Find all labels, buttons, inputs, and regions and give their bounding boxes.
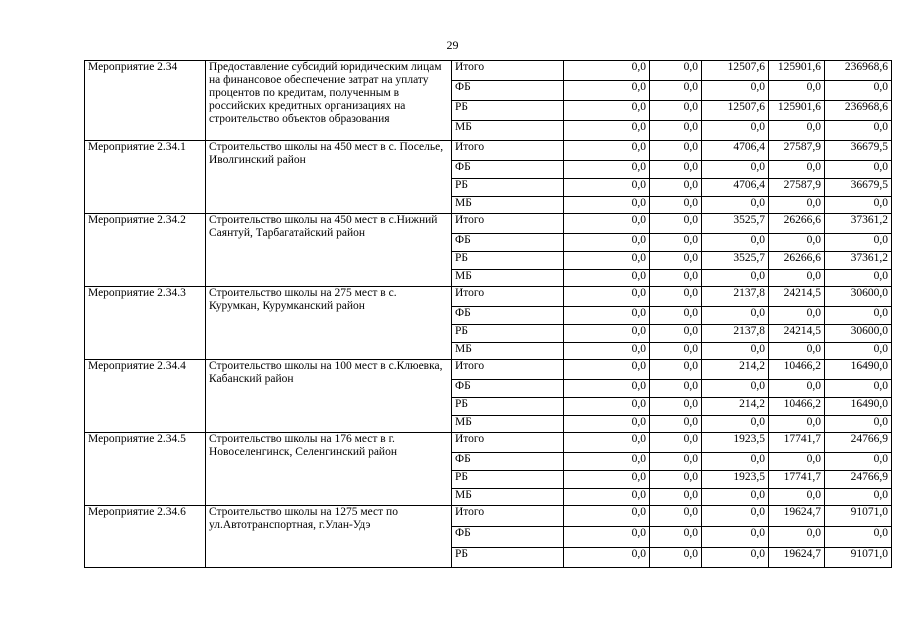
value-cell: 0,0 bbox=[769, 453, 825, 471]
value-cell: 0,0 bbox=[650, 416, 702, 433]
table-row bbox=[85, 433, 892, 453]
value-cell: 0,0 bbox=[825, 380, 892, 398]
value-cell: 0,0 bbox=[650, 433, 702, 453]
value-cell: 24214,5 bbox=[769, 287, 825, 307]
value-cell: 0,0 bbox=[650, 81, 702, 101]
value-cell: 236968,6 bbox=[825, 61, 892, 81]
table-row bbox=[85, 506, 892, 527]
value-cell: 0,0 bbox=[564, 197, 650, 214]
value-cell: 12507,6 bbox=[702, 101, 769, 121]
funding-source-cell: МБ bbox=[452, 121, 564, 141]
value-cell: 0,0 bbox=[769, 307, 825, 325]
value-cell: 19624,7 bbox=[769, 506, 825, 527]
value-cell: 2137,8 bbox=[702, 325, 769, 343]
value-cell: 0,0 bbox=[702, 343, 769, 360]
value-cell: 236968,6 bbox=[825, 101, 892, 121]
value-cell: 0,0 bbox=[825, 197, 892, 214]
value-cell: 36679,5 bbox=[825, 141, 892, 161]
value-cell: 24766,9 bbox=[825, 433, 892, 453]
table-row bbox=[85, 141, 892, 161]
value-cell: 214,2 bbox=[702, 360, 769, 380]
budget-table bbox=[84, 60, 892, 568]
value-cell: 0,0 bbox=[702, 197, 769, 214]
value-cell: 4706,4 bbox=[702, 141, 769, 161]
value-cell: 0,0 bbox=[564, 161, 650, 179]
value-cell: 27587,9 bbox=[769, 141, 825, 161]
funding-source-cell: ФБ bbox=[452, 453, 564, 471]
value-cell: 0,0 bbox=[650, 197, 702, 214]
value-cell: 26266,6 bbox=[769, 214, 825, 234]
activity-name-cell: Мероприятие 2.34.5 bbox=[85, 433, 206, 506]
value-cell: 0,0 bbox=[650, 214, 702, 234]
funding-source-cell: Итого bbox=[452, 141, 564, 161]
value-cell: 0,0 bbox=[564, 343, 650, 360]
value-cell: 0,0 bbox=[564, 61, 650, 81]
value-cell: 30600,0 bbox=[825, 287, 892, 307]
page-number: 29 bbox=[446, 38, 459, 52]
table-row bbox=[85, 61, 892, 81]
value-cell: 91071,0 bbox=[825, 548, 892, 568]
funding-source-cell: Итого bbox=[452, 360, 564, 380]
value-cell: 0,0 bbox=[650, 343, 702, 360]
value-cell: 27587,9 bbox=[769, 179, 825, 197]
value-cell: 0,0 bbox=[650, 471, 702, 489]
value-cell: 0,0 bbox=[564, 101, 650, 121]
value-cell: 0,0 bbox=[564, 325, 650, 343]
value-cell: 26266,6 bbox=[769, 252, 825, 270]
value-cell: 0,0 bbox=[702, 270, 769, 287]
funding-source-cell: РБ bbox=[452, 252, 564, 270]
funding-source-cell: ФБ bbox=[452, 307, 564, 325]
value-cell: 10466,2 bbox=[769, 360, 825, 380]
value-cell: 0,0 bbox=[650, 325, 702, 343]
value-cell: 0,0 bbox=[825, 489, 892, 506]
value-cell: 1923,5 bbox=[702, 433, 769, 453]
activity-description-cell: Строительство школы на 275 мест в с. Курумкан, Курумканский район bbox=[206, 287, 452, 360]
value-cell: 0,0 bbox=[564, 179, 650, 197]
activity-name-cell: Мероприятие 2.34 bbox=[85, 61, 206, 141]
value-cell: 0,0 bbox=[825, 234, 892, 252]
value-cell: 0,0 bbox=[650, 489, 702, 506]
value-cell: 0,0 bbox=[825, 81, 892, 101]
funding-source-cell: МБ bbox=[452, 489, 564, 506]
value-cell: 2137,8 bbox=[702, 287, 769, 307]
funding-source-cell: ФБ bbox=[452, 527, 564, 548]
value-cell: 0,0 bbox=[650, 141, 702, 161]
value-cell: 0,0 bbox=[825, 161, 892, 179]
value-cell: 0,0 bbox=[769, 81, 825, 101]
value-cell: 0,0 bbox=[769, 234, 825, 252]
value-cell: 0,0 bbox=[564, 141, 650, 161]
value-cell: 0,0 bbox=[564, 416, 650, 433]
value-cell: 0,0 bbox=[702, 121, 769, 141]
table-row bbox=[85, 360, 892, 380]
value-cell: 19624,7 bbox=[769, 548, 825, 568]
value-cell: 0,0 bbox=[702, 307, 769, 325]
funding-source-cell: РБ bbox=[452, 179, 564, 197]
value-cell: 0,0 bbox=[650, 270, 702, 287]
value-cell: 0,0 bbox=[825, 343, 892, 360]
value-cell: 0,0 bbox=[650, 161, 702, 179]
value-cell: 0,0 bbox=[825, 527, 892, 548]
funding-source-cell: Итого bbox=[452, 214, 564, 234]
funding-source-cell: РБ bbox=[452, 398, 564, 416]
value-cell: 12507,6 bbox=[702, 61, 769, 81]
funding-source-cell: МБ bbox=[452, 416, 564, 433]
value-cell: 17741,7 bbox=[769, 433, 825, 453]
value-cell: 91071,0 bbox=[825, 506, 892, 527]
value-cell: 37361,2 bbox=[825, 252, 892, 270]
value-cell: 0,0 bbox=[702, 416, 769, 433]
activity-description-cell: Строительство школы на 1275 мест по ул.Автотранспортная, г.Улан-Удэ bbox=[206, 506, 452, 568]
value-cell: 0,0 bbox=[702, 527, 769, 548]
value-cell: 0,0 bbox=[564, 527, 650, 548]
value-cell: 0,0 bbox=[650, 121, 702, 141]
funding-source-cell: МБ bbox=[452, 197, 564, 214]
activity-name-cell: Мероприятие 2.34.4 bbox=[85, 360, 206, 433]
value-cell: 0,0 bbox=[702, 489, 769, 506]
value-cell: 0,0 bbox=[650, 398, 702, 416]
value-cell: 0,0 bbox=[564, 506, 650, 527]
table-row bbox=[85, 287, 892, 307]
activity-name-cell: Мероприятие 2.34.6 bbox=[85, 506, 206, 568]
value-cell: 0,0 bbox=[702, 234, 769, 252]
funding-source-cell: РБ bbox=[452, 471, 564, 489]
table-body bbox=[85, 61, 892, 568]
value-cell: 0,0 bbox=[650, 307, 702, 325]
value-cell: 0,0 bbox=[825, 121, 892, 141]
value-cell: 0,0 bbox=[702, 548, 769, 568]
funding-source-cell: РБ bbox=[452, 325, 564, 343]
value-cell: 0,0 bbox=[650, 61, 702, 81]
value-cell: 0,0 bbox=[769, 121, 825, 141]
value-cell: 0,0 bbox=[650, 380, 702, 398]
value-cell: 10466,2 bbox=[769, 398, 825, 416]
value-cell: 0,0 bbox=[825, 416, 892, 433]
value-cell: 0,0 bbox=[564, 433, 650, 453]
value-cell: 0,0 bbox=[564, 489, 650, 506]
value-cell: 16490,0 bbox=[825, 360, 892, 380]
value-cell: 0,0 bbox=[564, 380, 650, 398]
value-cell: 17741,7 bbox=[769, 471, 825, 489]
value-cell: 0,0 bbox=[650, 179, 702, 197]
value-cell: 30600,0 bbox=[825, 325, 892, 343]
value-cell: 0,0 bbox=[650, 360, 702, 380]
value-cell: 0,0 bbox=[825, 270, 892, 287]
value-cell: 0,0 bbox=[769, 380, 825, 398]
value-cell: 0,0 bbox=[650, 506, 702, 527]
value-cell: 0,0 bbox=[650, 252, 702, 270]
funding-source-cell: МБ bbox=[452, 270, 564, 287]
activity-name-cell: Мероприятие 2.34.1 bbox=[85, 141, 206, 214]
funding-source-cell: ФБ bbox=[452, 380, 564, 398]
activity-name-cell: Мероприятие 2.34.3 bbox=[85, 287, 206, 360]
value-cell: 37361,2 bbox=[825, 214, 892, 234]
value-cell: 0,0 bbox=[769, 489, 825, 506]
value-cell: 0,0 bbox=[564, 471, 650, 489]
funding-source-cell: Итого bbox=[452, 61, 564, 81]
activity-name-cell: Мероприятие 2.34.2 bbox=[85, 214, 206, 287]
funding-source-cell: Итого bbox=[452, 287, 564, 307]
value-cell: 0,0 bbox=[702, 81, 769, 101]
value-cell: 0,0 bbox=[825, 453, 892, 471]
value-cell: 0,0 bbox=[769, 161, 825, 179]
value-cell: 16490,0 bbox=[825, 398, 892, 416]
value-cell: 0,0 bbox=[769, 527, 825, 548]
value-cell: 0,0 bbox=[702, 506, 769, 527]
value-cell: 36679,5 bbox=[825, 179, 892, 197]
value-cell: 0,0 bbox=[564, 453, 650, 471]
value-cell: 3525,7 bbox=[702, 252, 769, 270]
value-cell: 0,0 bbox=[769, 416, 825, 433]
activity-description-cell: Строительство школы на 176 мест в г. Новоселенгинск, Селенгинский район bbox=[206, 433, 452, 506]
value-cell: 0,0 bbox=[702, 380, 769, 398]
value-cell: 0,0 bbox=[564, 121, 650, 141]
value-cell: 0,0 bbox=[769, 197, 825, 214]
value-cell: 0,0 bbox=[650, 527, 702, 548]
value-cell: 125901,6 bbox=[769, 101, 825, 121]
value-cell: 0,0 bbox=[650, 548, 702, 568]
value-cell: 0,0 bbox=[564, 398, 650, 416]
value-cell: 0,0 bbox=[564, 81, 650, 101]
value-cell: 0,0 bbox=[650, 101, 702, 121]
funding-source-cell: ФБ bbox=[452, 234, 564, 252]
funding-source-cell: ФБ bbox=[452, 81, 564, 101]
value-cell: 0,0 bbox=[564, 548, 650, 568]
value-cell: 0,0 bbox=[564, 234, 650, 252]
value-cell: 0,0 bbox=[702, 161, 769, 179]
value-cell: 0,0 bbox=[650, 453, 702, 471]
activity-description-cell: Строительство школы на 450 мест в с.Нижний Саянтуй, Тарбагатайский район bbox=[206, 214, 452, 287]
funding-source-cell: РБ bbox=[452, 101, 564, 121]
value-cell: 24766,9 bbox=[825, 471, 892, 489]
value-cell: 214,2 bbox=[702, 398, 769, 416]
funding-source-cell: РБ bbox=[452, 548, 564, 568]
funding-source-cell: МБ bbox=[452, 343, 564, 360]
value-cell: 0,0 bbox=[564, 252, 650, 270]
value-cell: 0,0 bbox=[825, 307, 892, 325]
value-cell: 0,0 bbox=[769, 343, 825, 360]
value-cell: 3525,7 bbox=[702, 214, 769, 234]
table-row bbox=[85, 214, 892, 234]
value-cell: 24214,5 bbox=[769, 325, 825, 343]
value-cell: 0,0 bbox=[769, 270, 825, 287]
value-cell: 0,0 bbox=[564, 307, 650, 325]
value-cell: 0,0 bbox=[564, 214, 650, 234]
value-cell: 0,0 bbox=[564, 360, 650, 380]
funding-source-cell: Итого bbox=[452, 506, 564, 527]
activity-description-cell: Предоставление субсидий юридическим лицам на финансовое обеспечение затрат на уплату процентов по кредитам, полученным в российских кредитных организациях на строительство объектов образования bbox=[206, 61, 452, 141]
value-cell: 0,0 bbox=[564, 270, 650, 287]
value-cell: 0,0 bbox=[650, 234, 702, 252]
funding-source-cell: ФБ bbox=[452, 161, 564, 179]
value-cell: 0,0 bbox=[564, 287, 650, 307]
funding-source-cell: Итого bbox=[452, 433, 564, 453]
value-cell: 4706,4 bbox=[702, 179, 769, 197]
value-cell: 0,0 bbox=[702, 453, 769, 471]
value-cell: 0,0 bbox=[650, 287, 702, 307]
value-cell: 125901,6 bbox=[769, 61, 825, 81]
activity-description-cell: Строительство школы на 450 мест в с. Поселье, Иволгинский район bbox=[206, 141, 452, 214]
activity-description-cell: Строительство школы на 100 мест в с.Клюевка, Кабанский район bbox=[206, 360, 452, 433]
value-cell: 1923,5 bbox=[702, 471, 769, 489]
